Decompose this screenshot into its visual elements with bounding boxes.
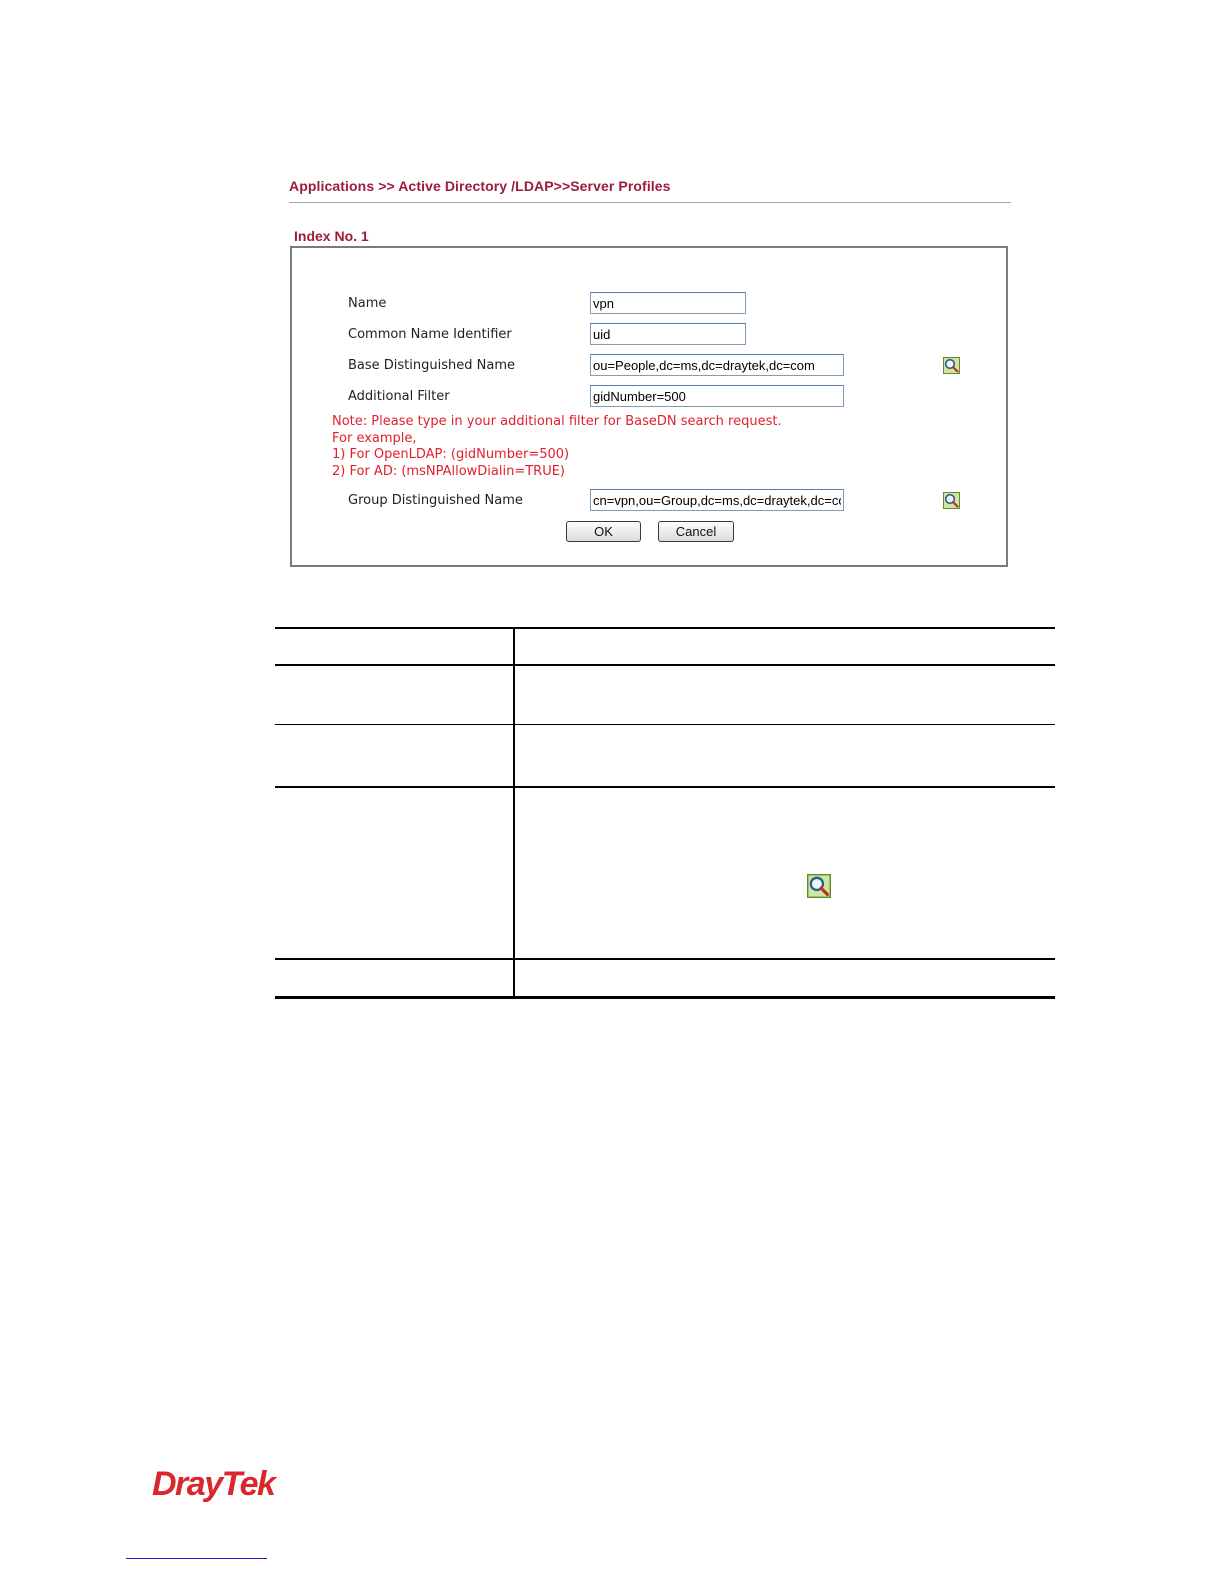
additional-filter-input[interactable]	[590, 385, 844, 407]
cancel-button[interactable]: Cancel	[658, 521, 734, 542]
common-name-identifier-label: Common Name Identifier	[348, 327, 512, 342]
ok-button[interactable]: OK	[566, 521, 641, 542]
note-line: 2) For AD: (msNPAllowDialin=TRUE)	[332, 464, 565, 479]
magnifier-lookup-icon	[807, 874, 831, 898]
breadcrumb: Applications >> Active Directory /LDAP>>Server Profiles	[289, 178, 671, 194]
group-dn-label: Group Distinguished Name	[348, 493, 523, 508]
table-row-divider	[275, 786, 1055, 788]
footer-link-underline	[126, 1558, 267, 1559]
breadcrumb-divider	[289, 202, 1011, 203]
table-top-border	[275, 627, 1055, 629]
name-label: Name	[348, 296, 387, 311]
additional-filter-label: Additional Filter	[348, 389, 450, 404]
common-name-identifier-input[interactable]	[590, 323, 746, 345]
description-table	[275, 627, 1055, 999]
group-dn-lookup-icon[interactable]	[943, 492, 960, 509]
table-row-divider	[275, 664, 1055, 666]
note-line: For example,	[332, 431, 417, 446]
table-row-divider	[275, 958, 1055, 960]
group-dn-input[interactable]	[590, 489, 844, 511]
table-row-divider	[275, 724, 1055, 725]
name-input[interactable]	[590, 292, 746, 314]
base-dn-lookup-icon[interactable]	[943, 357, 960, 374]
table-column-divider	[513, 627, 515, 997]
base-dn-input[interactable]	[590, 354, 844, 376]
index-label: Index No. 1	[294, 228, 369, 244]
table-bottom-border	[275, 996, 1055, 999]
note-line: 1) For OpenLDAP: (gidNumber=500)	[332, 447, 570, 462]
note-line: Note: Please type in your additional filter for BaseDN search request.	[332, 414, 782, 429]
draytek-logo: DrayTek	[152, 1465, 275, 1503]
base-dn-label: Base Distinguished Name	[348, 358, 515, 373]
